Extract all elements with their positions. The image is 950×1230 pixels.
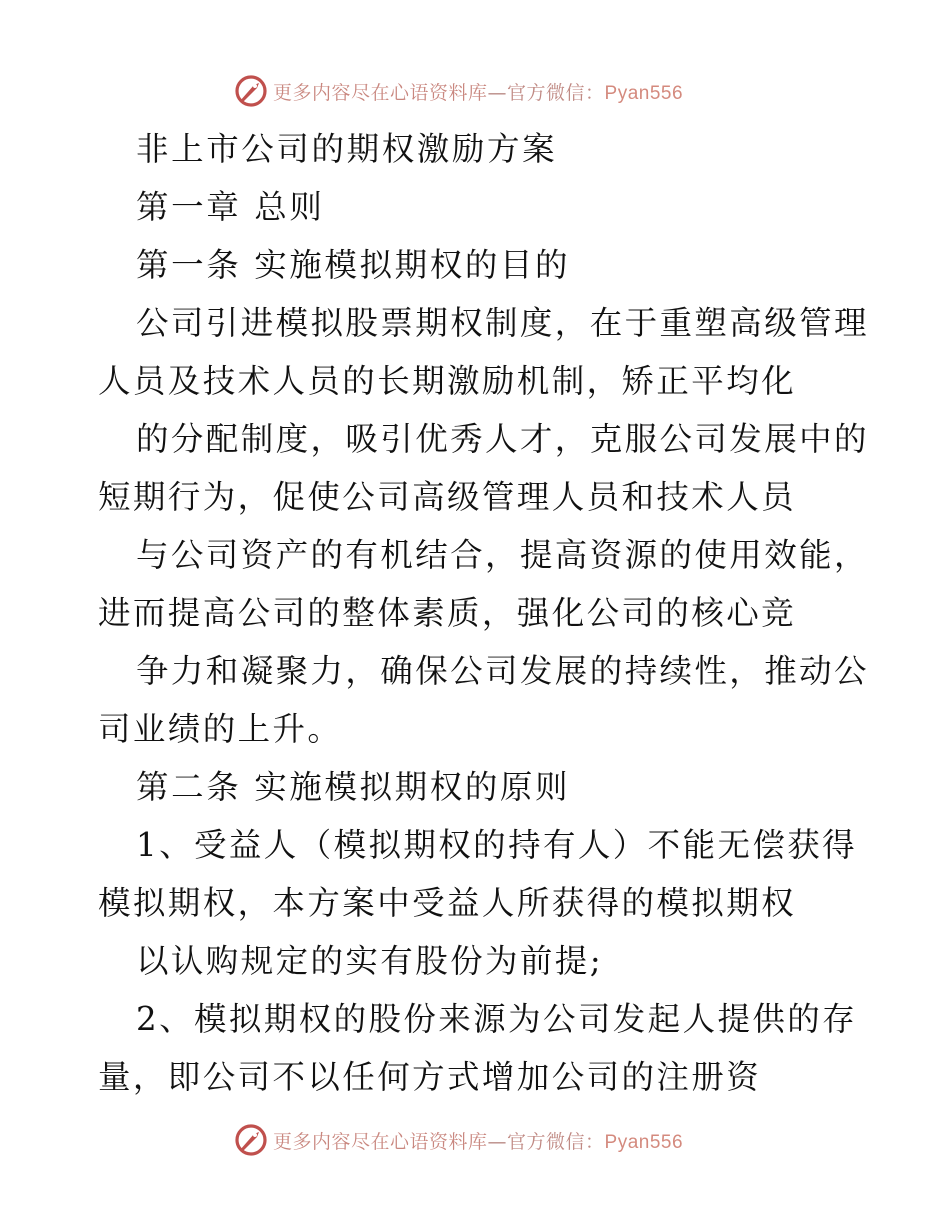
paragraph-line: 公司引进模拟股票期权制度，在于重塑高级管理 xyxy=(136,304,869,342)
paragraph-line: 以认购规定的实有股份为前提; xyxy=(136,942,604,980)
paragraph-line: 的分配制度，吸引优秀人才，克服公司发展中的 xyxy=(136,420,869,458)
chapter-heading: 第一章 总则 xyxy=(136,188,325,226)
watermark-wechat-label: 官方微信： xyxy=(507,1130,605,1153)
paragraph-line: 1、受益人（模拟期权的持有人）不能无偿获得 xyxy=(136,826,858,864)
paragraph-line: 司业绩的上升。 xyxy=(98,710,343,748)
paragraph-line: 争力和凝聚力，确保公司发展的持续性，推动公 xyxy=(136,652,869,690)
document-title: 非上市公司的期权激励方案 xyxy=(136,130,558,168)
paragraph-line: 进而提高公司的整体素质，强化公司的核心竞 xyxy=(98,594,797,632)
watermark-wechat-label: 官方微信： xyxy=(507,81,605,104)
footer-watermark xyxy=(234,1122,683,1158)
paragraph-line: 人员及技术人员的长期激励机制，矫正平均化 xyxy=(98,362,797,400)
paragraph-line: 量，即公司不以任何方式增加公司的注册资 xyxy=(98,1058,762,1096)
watermark-brand: 更多内容尽在心语资料库 xyxy=(273,1130,488,1153)
paragraph-line: 短期行为，促使公司高级管理人员和技术人员 xyxy=(98,478,797,516)
watermark-wechat-id: Pyan556 xyxy=(604,82,684,104)
article-1-heading: 第一条 实施模拟期权的目的 xyxy=(136,246,571,284)
watermark-dash: — xyxy=(487,1130,508,1153)
watermark-dash: — xyxy=(487,81,508,104)
paragraph-line: 模拟期权，本方案中受益人所获得的模拟期权 xyxy=(98,884,797,922)
watermark-text xyxy=(273,1127,683,1154)
watermark-brand: 更多内容尽在心语资料库 xyxy=(273,81,488,104)
article-2-heading: 第二条 实施模拟期权的原则 xyxy=(136,768,571,806)
paragraph-line: 2、模拟期权的股份来源为公司发起人提供的存 xyxy=(136,1000,858,1038)
watermark-wechat-id: Pyan556 xyxy=(604,1131,684,1153)
paragraph-line: 与公司资产的有机结合，提高资源的使用效能， xyxy=(136,536,869,574)
pen-nib-logo-icon xyxy=(234,1123,268,1157)
